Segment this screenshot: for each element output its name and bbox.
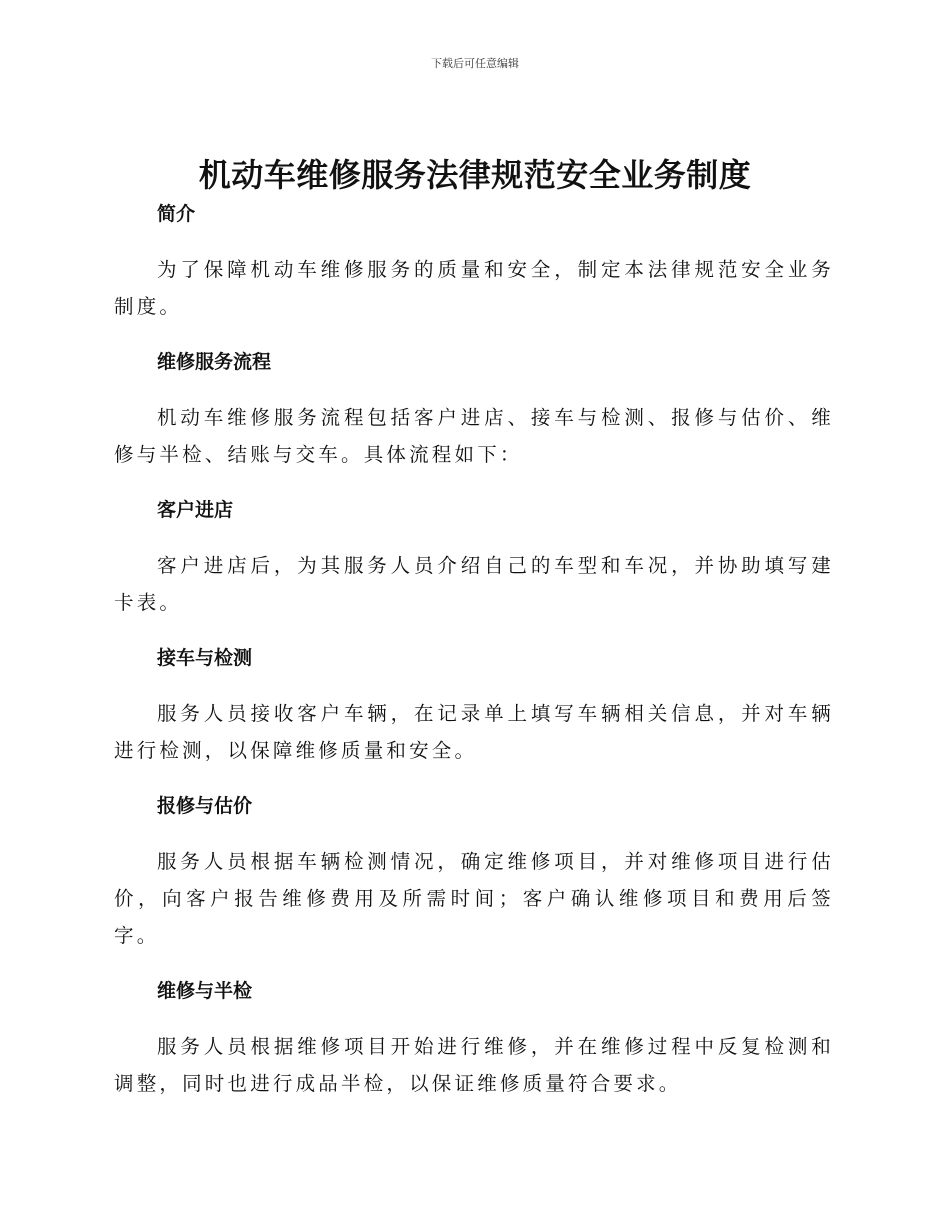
section-repair-semi-inspection xyxy=(114,975,834,1102)
section-service-process xyxy=(114,346,834,473)
section-paragraph: 服务人员根据维修项目开始进行维修，并在维修过程中反复检测和调整，同时也进行成品半检，以保证维修质量符合要求。 xyxy=(114,1035,834,1095)
section-paragraph: 为了保障机动车维修服务的质量和安全，制定本法律规范安全业务制度。 xyxy=(114,258,834,318)
header-note: 下载后可任意编辑 xyxy=(431,57,519,70)
section-paragraph: 服务人员根据车辆检测情况，确定维修项目，并对维修项目进行估价，向客户报告维修费用及所需时间；客户确认维修项目和费用后签字。 xyxy=(114,850,834,947)
section-paragraph: 机动车维修服务流程包括客户进店、接车与检测、报修与估价、维修与半检、结账与交车。具体流程如下： xyxy=(114,406,834,466)
section-paragraph: 客户进店后，为其服务人员介绍自己的车型和车况，并协助填写建卡表。 xyxy=(114,554,834,614)
section-customer-arrival xyxy=(114,494,834,621)
section-heading: 简介 xyxy=(157,203,196,225)
section-repair-estimate xyxy=(114,790,834,954)
section-heading: 维修服务流程 xyxy=(157,351,272,373)
section-paragraph: 服务人员接收客户车辆，在记录单上填写车辆相关信息，并对车辆进行检测，以保障维修质量和安全。 xyxy=(114,702,834,762)
section-heading: 维修与半检 xyxy=(157,980,253,1002)
document-body xyxy=(114,198,834,1102)
document-title: 机动车维修服务法律规范安全业务制度 xyxy=(198,156,752,194)
section-heading: 接车与检测 xyxy=(157,647,253,669)
section-vehicle-inspection xyxy=(114,642,834,769)
section-intro xyxy=(114,198,834,325)
section-heading: 报修与估价 xyxy=(157,795,253,817)
section-heading: 客户进店 xyxy=(157,499,234,521)
